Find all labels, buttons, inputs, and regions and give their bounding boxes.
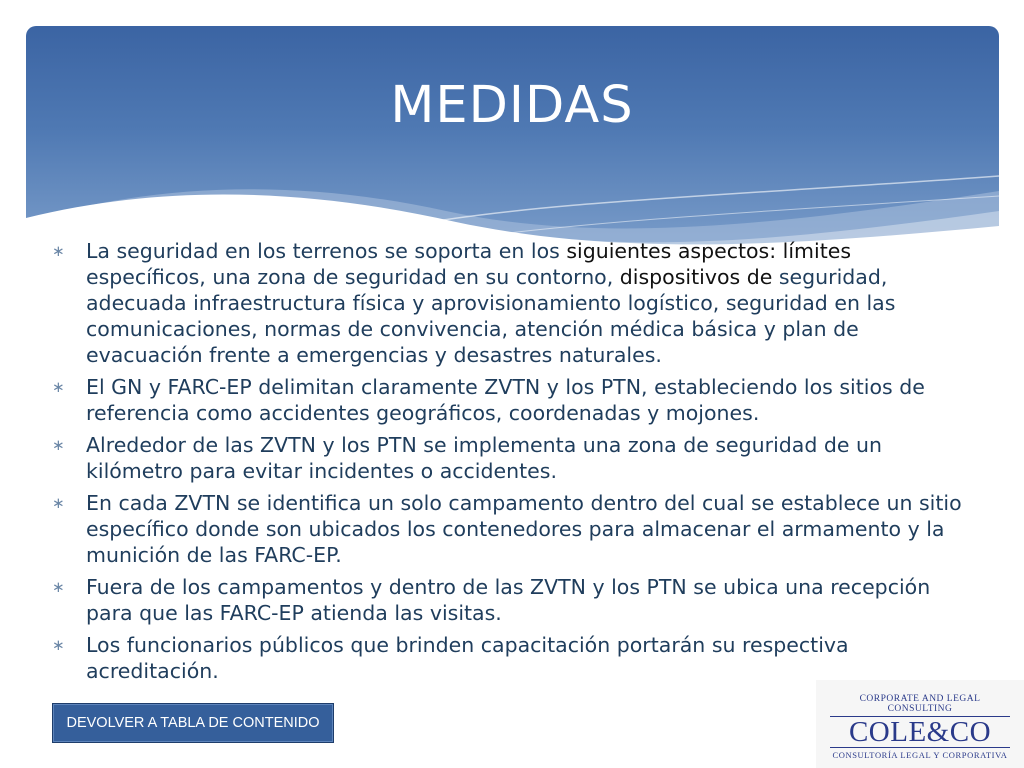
company-logo — [816, 680, 1024, 768]
bullet-text: Alrededor de las ZVTN y los PTN se implementa una zona de seguridad de un kilómetro para evitar incidentes o accidentes. — [86, 433, 883, 483]
list-item — [52, 432, 962, 484]
bullet-text: Fuera de los campamentos y dentro de las ZVTN y los PTN se ubica una recepción para que las FARC-EP atienda las visitas. — [86, 575, 931, 625]
asterisk-icon: ∗ — [52, 494, 65, 512]
bullet-text: siguientes aspectos: límites — [566, 239, 852, 263]
asterisk-icon: ∗ — [52, 436, 65, 454]
bullet-list — [52, 238, 962, 690]
asterisk-icon: ∗ — [52, 578, 65, 596]
bullet-text: Los funcionarios públicos que brinden capacitación portarán su respectiva acreditación. — [86, 633, 849, 683]
logo-main-text: COLE&CO — [848, 716, 992, 748]
header-banner — [26, 26, 999, 256]
asterisk-icon: ∗ — [52, 378, 65, 396]
back-to-contents-button[interactable]: DEVOLVER A TABLA DE CONTENIDO — [52, 703, 334, 743]
asterisk-icon: ∗ — [52, 242, 65, 260]
logo-sub-text: CONSULTORÍA LEGAL Y CORPORATIVA — [830, 747, 1010, 760]
list-item — [52, 490, 962, 568]
wave-decoration — [26, 26, 999, 256]
list-item — [52, 632, 962, 684]
list-item — [52, 374, 962, 426]
bullet-text: dispositivos de — [619, 265, 773, 289]
bullet-text: En cada ZVTN se identifica un solo campamento dentro del cual se establece un sitio específico donde son ubicados los contenedores para almacenar el armamento y la munición de las FARC-EP. — [86, 491, 962, 567]
bullet-text: La seguridad en los terrenos se soporta en los — [86, 239, 567, 263]
bullet-text: específicos, una zona de seguridad en su contorno, — [86, 265, 620, 289]
bullet-text: El GN y FARC-EP delimitan claramente ZVTN y los PTN, estableciendo los sitios de referencia como accidentes geográficos, coordenadas y mojones. — [86, 375, 925, 425]
logo-top-text: CORPORATE AND LEGAL CONSULTING — [830, 694, 1010, 717]
list-item — [52, 238, 962, 368]
slide-title: MEDIDAS — [390, 76, 634, 135]
list-item — [52, 574, 962, 626]
bullet-text: seguridad, adecuada infraestructura física y aprovisionamiento logístico, seguridad en las comunicaciones, normas de convivencia, atención médica básica y plan de evacuación frente a emergencias y desastres naturales. — [86, 265, 896, 367]
asterisk-icon: ∗ — [52, 636, 65, 654]
